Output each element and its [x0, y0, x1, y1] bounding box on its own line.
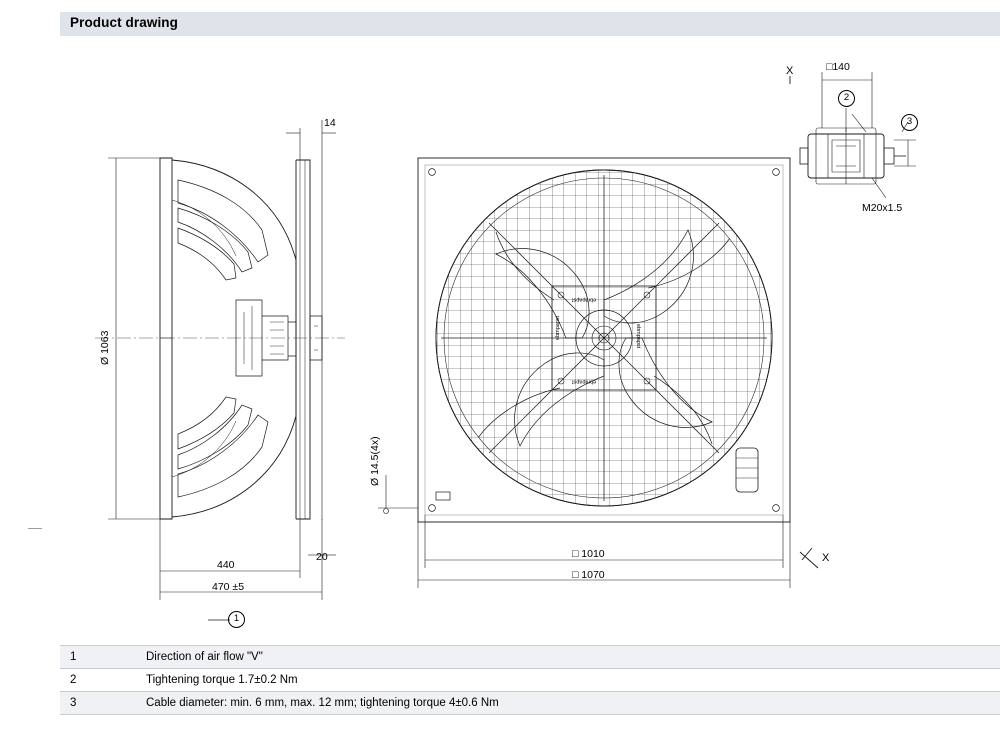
callout-airflow: 1 [228, 611, 245, 628]
legend-description: Tightening torque 1.7±0.2 Nm [138, 669, 1000, 692]
table-row [60, 669, 1000, 692]
table-row [60, 692, 1000, 715]
label-thread-m20: M20x1.5 [862, 202, 903, 214]
label-dim-20: 20 [316, 551, 328, 563]
label-dim-14: 14 [324, 117, 336, 129]
hub-brand-right: ebmpapst [635, 324, 641, 349]
label-dim-470: 470 ±5 [212, 581, 245, 593]
label-dim-140: □140 [826, 61, 850, 73]
page-title: Product drawing [70, 15, 179, 30]
label-dim-440: 440 [217, 559, 235, 571]
label-hole-diameter: Ø 14.5(4x) [369, 436, 381, 486]
label-dim-1010: □ 1010 [572, 548, 605, 560]
legend-description: Cable diameter: min. 6 mm, max. 12 mm; tightening torque 4±0.6 Nm [138, 692, 1000, 715]
legend-number: 1 [60, 646, 138, 669]
section-marker-bottom: X [822, 552, 830, 564]
hub-brand-bottom: ebmpapst [572, 378, 597, 385]
hub-brand-top: ebmpapst [572, 296, 597, 303]
legend-description: Direction of air flow "V" [138, 646, 1000, 669]
legend-number: 3 [60, 692, 138, 715]
table-row [60, 646, 1000, 669]
legend-table [60, 645, 1000, 715]
label-dim-1070: □ 1070 [572, 569, 605, 581]
callout-torque: 2 [838, 90, 855, 107]
legend-number: 2 [60, 669, 138, 692]
section-marker-detail: X [786, 65, 794, 77]
label-side-diameter: Ø 1063 [99, 330, 111, 365]
hub-brand-left: ebmpapst [555, 315, 561, 340]
callout-cable: 3 [901, 114, 918, 131]
